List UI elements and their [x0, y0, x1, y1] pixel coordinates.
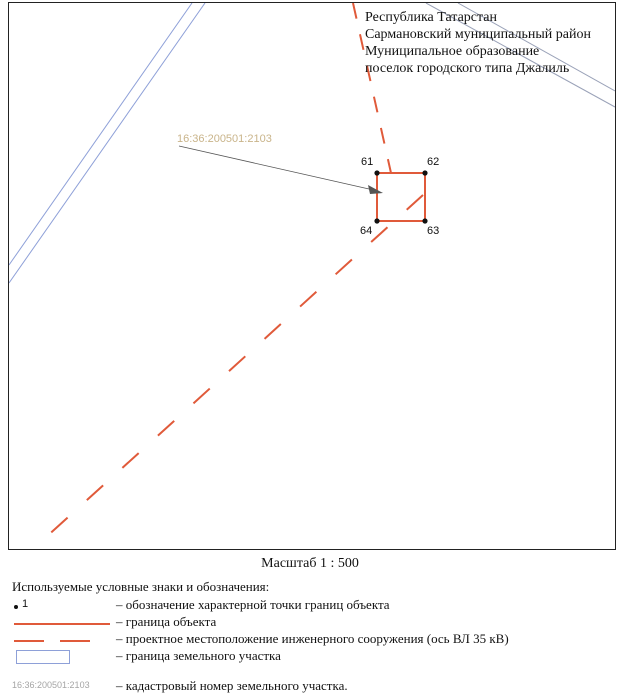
cadastral-number-label: 16:36:200501:2103	[177, 133, 272, 145]
cadastral-sample-text: 16:36:200501:2103	[12, 680, 90, 690]
solid-line-icon	[14, 623, 110, 625]
region-line: поселок городского типа Джалиль	[365, 61, 570, 76]
legend-symbol-solid-line	[12, 614, 112, 632]
legend-symbol-parcel-box	[12, 648, 112, 666]
legend-symbol-dashed-line	[12, 631, 112, 649]
point-label-63: 63	[427, 225, 440, 237]
point-label-62: 62	[427, 156, 440, 168]
parcel-boundary-line	[9, 3, 205, 283]
legend-text: – граница земельного участка	[116, 648, 281, 663]
parcel-box-icon	[16, 650, 70, 664]
object-boundary[interactable]	[377, 173, 425, 221]
legend-text: – проектное местоположение инженерного сооружения (ось ВЛ 35 кВ)	[116, 631, 509, 646]
legend-point-number: 1	[22, 598, 29, 610]
leader-arrow	[368, 185, 383, 194]
region-line: Сармановский муниципальный район	[365, 27, 591, 42]
point-label-64: 64	[360, 225, 373, 237]
leader-line	[179, 146, 369, 189]
region-line: Республика Татарстан	[365, 10, 498, 25]
dashed-line-icon	[14, 640, 44, 642]
map-frame[interactable]	[8, 2, 616, 550]
parcel-boundary-line	[9, 3, 192, 265]
legend-title: Используемые условные знаки и обозначения:	[12, 579, 270, 594]
boundary-point[interactable]	[374, 218, 379, 223]
region-caption	[365, 9, 591, 77]
map-scale: Масштаб 1 : 500	[261, 556, 359, 571]
boundary-point[interactable]	[422, 218, 427, 223]
legend-text: – граница объекта	[116, 614, 217, 629]
map-canvas[interactable]	[9, 3, 615, 549]
legend-symbol-cadastral	[12, 678, 112, 696]
legend-text: – обозначение характерной точки границ объекта	[116, 597, 390, 612]
dashed-line-icon	[60, 640, 90, 642]
legend-symbol-point	[12, 597, 112, 615]
boundary-point[interactable]	[422, 170, 427, 175]
boundary-point[interactable]	[374, 170, 379, 175]
legend-text: – кадастровый номер земельного участка.	[116, 678, 348, 693]
point-label-61: 61	[361, 156, 374, 168]
point-marker-icon	[14, 605, 18, 609]
region-line: Муниципальное образование	[365, 44, 540, 59]
power-line-axis	[33, 195, 423, 549]
